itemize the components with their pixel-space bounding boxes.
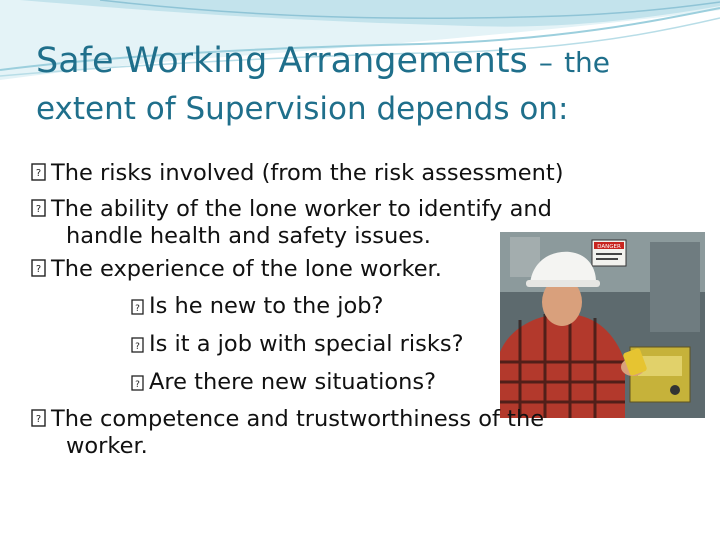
list-item: [30, 191, 690, 251]
list-item: [30, 401, 690, 461]
bullet-text: Is he new to the job?: [149, 293, 384, 319]
svg-text:?: ?: [35, 168, 42, 179]
bullet-text: The experience of the lone worker.: [51, 256, 442, 282]
bullet-text-continuation: handle health and safety issues.: [66, 223, 431, 249]
svg-text:?: ?: [35, 204, 42, 215]
danger-sign-text: DANGER: [597, 244, 621, 250]
slide-title: [36, 38, 696, 132]
title-dash: –: [538, 46, 553, 79]
missing-glyph-box-icon: [30, 257, 48, 279]
title-main: Safe Working Arrangements: [36, 41, 528, 81]
list-item: [30, 287, 690, 325]
svg-text:?: ?: [135, 380, 140, 390]
bullet-text: Is it a job with special risks?: [149, 331, 464, 357]
missing-glyph-box-icon: [130, 374, 146, 392]
svg-text:?: ?: [35, 414, 42, 425]
svg-text:?: ?: [35, 264, 42, 275]
list-item: [30, 155, 690, 191]
list-item: [30, 363, 690, 401]
list-item: [30, 325, 690, 363]
missing-glyph-box-icon: [30, 407, 48, 429]
missing-glyph-box-icon: [130, 336, 146, 354]
missing-glyph-box-icon: [30, 161, 48, 183]
bullet-text: The ability of the lone worker to identify and: [51, 196, 552, 222]
title-line-2: extent of Supervision depends on:: [36, 91, 569, 127]
bullet-text: The risks involved (from the risk assessment): [51, 160, 564, 186]
title-line-1: [36, 38, 696, 86]
title-tail: the: [564, 46, 611, 79]
missing-glyph-box-icon: [130, 298, 146, 316]
list-item: [30, 251, 690, 287]
svg-text:?: ?: [135, 304, 140, 314]
bullet-text: Are there new situations?: [149, 369, 437, 395]
svg-text:?: ?: [135, 342, 140, 352]
bullet-list: [30, 155, 690, 461]
bullet-text-continuation: worker.: [66, 433, 148, 459]
bullet-text: The competence and trustworthiness of the: [51, 406, 545, 432]
missing-glyph-box-icon: [30, 197, 48, 219]
